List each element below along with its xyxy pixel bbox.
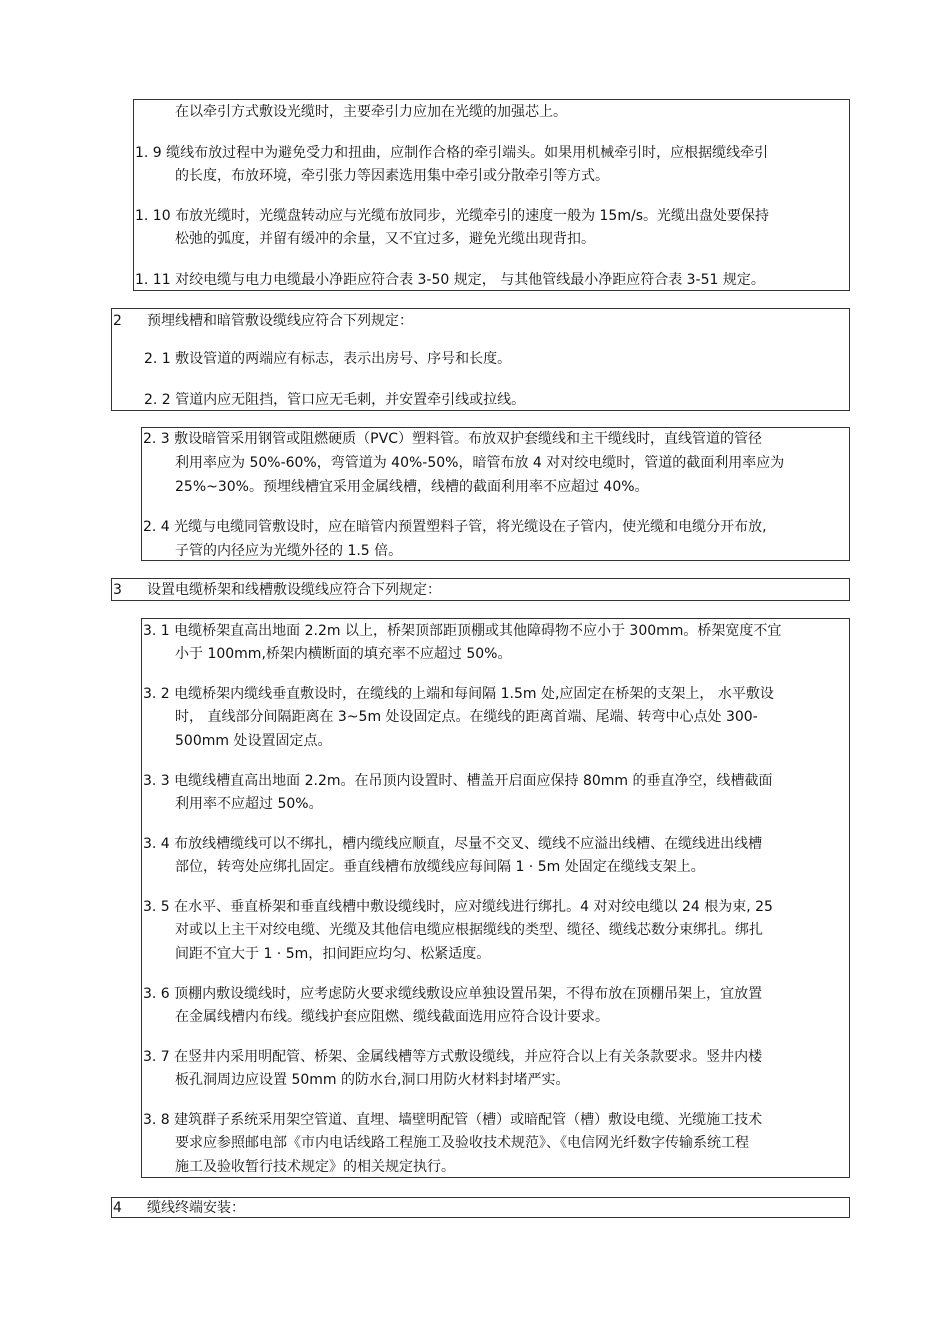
item-number: 1. 11 [135,272,171,288]
item-3-6 [143,983,762,1006]
item-text: 对绞电缆与电力电缆最小净距应符合表 3-50 规定， 与其他管线最小净距应符合表 3-51 规定。 [175,272,765,288]
item-3-1 [143,620,781,643]
item-3-4-cont: 部位，转弯处应绑扎固定。垂直线槽布放缆线应每间隔 1 · 5m 处固定在缆线支架上。 [175,859,705,875]
item-text: 光缆与电缆同管敷设时，应在暗管内预置塑料子管，将光缆设在子管内，使光缆和电缆分开布放, [174,519,767,535]
item-3-8 [143,1109,762,1132]
item-number: 2. 3 [143,431,170,447]
item-3-7 [143,1046,762,1069]
item-3-1-cont: 小于 100mm,桥架内横断面的填充率不应超过 50%。 [175,646,512,662]
section3-heading [113,579,713,601]
item-3-7-cont: 板孔洞周边应设置 50mm 的防水台,洞口用防火材料封堵严实。 [175,1072,570,1088]
item-2-4-cont: 子管的内径应为光缆外径的 1.5 倍。 [175,543,403,559]
item-2-1 [144,348,511,371]
item-text: 敷设管道的两端应有标志，表示出房号、序号和长度。 [175,351,512,367]
section-number: 3 [113,582,122,598]
item-1-9-cont: 的长度，布放环境，牵引张力等因素选用集中牵引或分散牵引等方式。 [175,168,609,184]
item-3-6-cont: 在金属线槽内布线。缆线护套应阻燃、缆线截面选用应符合设计要求。 [175,1009,609,1025]
section4-heading [113,1197,713,1218]
item-text: 电缆桥架直高出地面 2.2m 以上，桥架顶部距顶棚或其他障碍物不应小于 300mm。桥架宽度不宜 [174,623,782,639]
item-1-10 [135,205,769,228]
item-3-5 [143,896,773,919]
item-text: 管道内应无阻挡，管口应无毛刺，并安置牵引线或拉线。 [175,392,526,408]
item-number: 3. 2 [143,686,170,702]
section1-box [133,99,850,291]
item-3-2-cont2: 500mm 处设置固定点。 [175,733,332,749]
item-2-3 [143,428,762,451]
item-number: 1. 9 [135,145,162,161]
item-2-3-cont2: 25%~30%。预埋线槽宜采用金属线槽，线槽的截面利用率不应超过 40%。 [175,479,649,495]
item-3-8-cont: 要求应参照邮电部《市内电话线路工程施工及验收技术规范》、《电信网光纤数字传输系统工程 [175,1135,749,1151]
section-number: 4 [113,1200,122,1216]
item-3-2-cont: 时， 直线部分间隔距离在 3~5m 处设固定点。在缆线的距离首端、尾端、转弯中心点处 300- [175,709,758,725]
item-number: 3. 4 [143,836,170,852]
item-text: 布放线槽缆线可以不绑扎，槽内缆线应顺直，尽量不交叉、缆线不应溢出线槽、在缆线进出线槽 [174,836,763,852]
item-number: 3. 6 [143,986,170,1002]
item-number: 2. 2 [144,392,171,408]
item-number: 2. 1 [144,351,171,367]
section-title: 设置电缆桥架和线槽敷设缆线应符合下列规定： [147,582,441,598]
item-3-3-cont: 利用率不应超过 50%。 [175,796,323,812]
section2-heading [113,310,713,332]
item-text: 敷设暗管采用钢管或阻燃硬质（PVC）塑料管。布放双护套缆线和主干缆线时，直线管道的管径 [174,431,762,447]
item-number: 3. 5 [143,899,170,915]
item-1-9 [135,142,768,165]
item-text: 在竖井内采用明配管、桥架、金属线槽等方式敷设缆线，并应符合以上有关条款要求。竖井内楼 [174,1049,763,1065]
item-number: 3. 8 [143,1112,170,1128]
item-number: 1. 10 [135,208,171,224]
item-3-4 [143,833,762,856]
item-3-2 [143,683,774,706]
item-1-10-cont: 松弛的弧度，并留有缓冲的余量，又不宜过多，避免光缆出现背扣。 [175,231,595,247]
item-2-2 [144,389,525,412]
item-3-8-cont2: 施工及验收暂行技术规定》的相关规定执行。 [175,1159,455,1175]
section-title: 缆线终端安装： [147,1200,245,1216]
item-number: 3. 1 [143,623,170,639]
item-text: 在水平、垂直桥架和垂直线槽中敷设缆线时，应对缆线进行绑扎。4 对对绞电缆以 24 根为束, 25 [174,899,773,915]
item-3-5-cont2: 间距不宜大于 1 · 5m，扣间距应均匀、松紧适度。 [175,946,491,962]
section-number: 2 [113,313,122,329]
section1-intro: 在以牵引方式敷设光缆时，主要牵引力应加在光缆的加强芯上。 [175,104,567,120]
item-3-5-cont: 对或以上主干对绞电缆、光缆及其他信电缆应根据缆线的类型、缆径、缆线芯数分束绑扎。绑扎 [175,922,763,938]
item-number: 3. 3 [143,773,170,789]
item-text: 缆线布放过程中为避免受力和扭曲，应制作合格的牵引端头。如果用机械牵引时，应根据缆线牵引 [166,145,769,161]
item-number: 2. 4 [143,519,170,535]
item-text: 建筑群子系统采用架空管道、直埋、墙壁明配管（槽）或暗配管（槽）敷设电缆、光缆施工技术 [174,1112,763,1128]
item-number: 3. 7 [143,1049,170,1065]
item-2-3-cont: 利用率应为 50%-60%，弯管道为 40%-50%，暗管布放 4 对对绞电缆时，管道的截面利用率应为 [175,455,785,471]
item-1-11 [135,269,765,292]
item-text: 电缆桥架内缆线垂直敷设时，在缆线的上端和每间隔 1.5m 处,应固定在桥架的支架上， 水平敷设 [174,686,774,702]
section-title: 预埋线槽和暗管敷设缆线应符合下列规定： [147,313,413,329]
item-text: 顶棚内敷设缆线时，应考虑防火要求缆线敷设应单独设置吊架，不得布放在顶棚吊架上，宜放置 [174,986,763,1002]
item-2-4 [143,516,767,539]
item-text: 电缆线槽直高出地面 2.2m。在吊顶内设置时、槽盖开启面应保持 80mm 的垂直净空，线槽截面 [174,773,773,789]
item-text: 布放光缆时，光缆盘转动应与光缆布放同步，光缆牵引的速度一般为 15m/s。光缆出盘处要保持 [175,208,769,224]
item-3-3 [143,770,773,793]
